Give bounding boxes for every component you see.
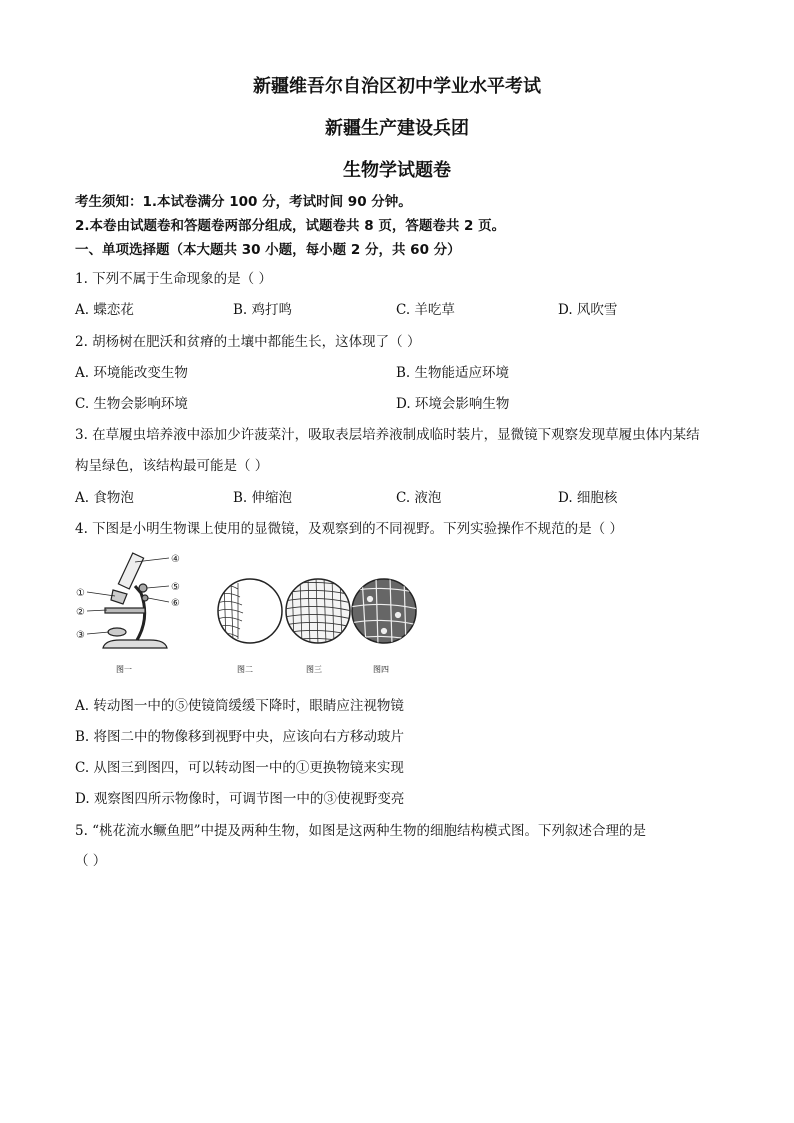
question-1-stem: 1. 下列不属于生命现象的是（ ） (75, 271, 272, 287)
field-of-view-2 (216, 577, 284, 645)
question-3-stem-line-2: 构呈绿色，该结构最可能是（ ） (75, 458, 269, 474)
caption-figure-1: 图一 (116, 665, 132, 674)
question-2-option-c: C. 生物会影响环境 (75, 396, 188, 412)
question-1-option-c: C. 羊吃草 (396, 302, 455, 318)
question-2-stem: 2. 胡杨树在肥沃和贫瘠的土壤中都能生长，这体现了（ ） (75, 334, 421, 350)
callout-2: ② (76, 607, 85, 618)
callout-6: ⑥ (171, 598, 180, 609)
question-4-option-d: D. 观察图四所示物像时，可调节图一中的③使视野变亮 (75, 791, 405, 807)
question-3-option-a: A. 食物泡 (75, 490, 134, 506)
question-1-option-d: D. 风吹雪 (558, 302, 618, 318)
question-3-option-d: D. 细胞核 (558, 490, 618, 506)
section-heading: 一、单项选择题（本大题共 30 小题，每小题 2 分，共 60 分） (75, 242, 461, 258)
question-2-option-d: D. 环境会影响生物 (396, 396, 510, 412)
exam-subtitle: 新疆生产建设兵团 (325, 118, 469, 139)
question-4-option-b: B. 将图二中的物像移到视野中央，应该向右方移动玻片 (75, 729, 405, 745)
question-4-option-a: A. 转动图一中的⑤使镜筒缓缓下降时，眼睛应注视物镜 (75, 698, 404, 714)
question-4-stem: 4. 下图是小明生物课上使用的显微镜，及观察到的不同视野。下列实验操作不规范的是（ ） (75, 521, 623, 537)
question-2-option-a: A. 环境能改变生物 (75, 365, 188, 381)
caption-figure-2: 图二 (237, 665, 253, 674)
caption-figure-4: 图四 (373, 665, 389, 674)
caption-figure-3: 图三 (306, 665, 322, 674)
microscope-figure (75, 548, 195, 678)
notice-line-1: 考生须知：1.本试卷满分 100 分，考试时间 90 分钟。 (75, 194, 412, 210)
question-5-stem-line-1: 5. “桃花流水鳜鱼肥”中提及两种生物，如图是这两种生物的细胞结构模式图。下列叙述合理的是 (75, 823, 646, 839)
callout-4: ④ (171, 554, 180, 565)
callout-5: ⑤ (171, 582, 180, 593)
callout-1: ① (76, 588, 85, 599)
question-1-option-b: B. 鸡打鸣 (233, 302, 293, 318)
exam-title: 新疆维吾尔自治区初中学业水平考试 (253, 76, 541, 97)
notice-line-2: 2.本卷由试题卷和答题卷两部分组成，试题卷共 8 页，答题卷共 2 页。 (75, 218, 506, 234)
question-4-option-c: C. 从图三到图四，可以转动图一中的①更换物镜来实现 (75, 760, 404, 776)
question-3-option-b: B. 伸缩泡 (233, 490, 293, 506)
question-5-stem-line-2: （ ） (75, 853, 107, 869)
callout-3: ③ (76, 630, 85, 641)
question-3-option-c: C. 液泡 (396, 490, 442, 506)
question-2-option-b: B. 生物能适应环境 (396, 365, 510, 381)
question-3-stem-line-1: 3. 在草履虫培养液中添加少许菠菜汁，吸取表层培养液制成临时装片，显微镜下观察发现草履虫体内某结 (75, 427, 700, 443)
question-1-option-a: A. 蝶恋花 (75, 302, 134, 318)
field-of-view-4 (350, 577, 418, 645)
field-of-view-3 (284, 577, 352, 645)
paper-title: 生物学试题卷 (343, 160, 451, 181)
